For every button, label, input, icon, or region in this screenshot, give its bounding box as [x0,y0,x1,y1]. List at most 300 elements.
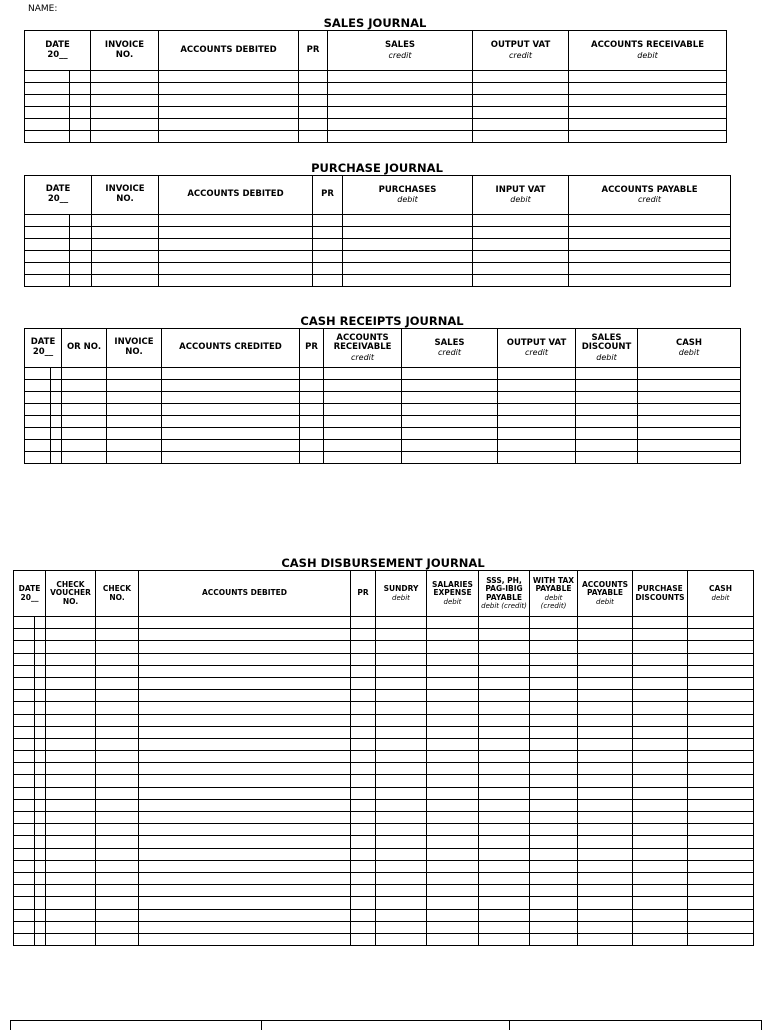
table-cell[interactable] [139,885,351,897]
table-cell[interactable] [402,392,498,404]
table-cell[interactable] [376,653,427,665]
table-cell[interactable] [427,738,479,750]
table-cell[interactable] [35,860,46,872]
table-cell[interactable] [299,119,328,131]
table-cell[interactable] [107,368,162,380]
table-cell[interactable] [530,617,578,629]
table-cell[interactable] [479,872,530,884]
table-cell[interactable] [70,71,91,83]
table-cell[interactable] [376,763,427,775]
table-cell[interactable] [530,690,578,702]
table-cell[interactable] [498,428,576,440]
table-cell[interactable] [479,848,530,860]
table-cell[interactable] [688,824,754,836]
table-cell[interactable] [427,617,479,629]
table-cell[interactable] [92,227,159,239]
table-cell[interactable] [530,726,578,738]
table-cell[interactable] [376,665,427,677]
table-cell[interactable] [46,933,96,945]
table-cell[interactable] [139,665,351,677]
table-cell[interactable] [70,131,91,143]
table-cell[interactable] [351,848,376,860]
table-cell[interactable] [473,251,569,263]
table-cell[interactable] [427,836,479,848]
table-cell[interactable] [633,617,688,629]
table-cell[interactable] [569,239,731,251]
table-cell[interactable] [14,617,35,629]
table-cell[interactable] [351,897,376,909]
table-cell[interactable] [578,714,633,726]
table-cell[interactable] [70,251,92,263]
table-cell[interactable] [479,751,530,763]
table-cell[interactable] [96,653,139,665]
table-cell[interactable] [299,95,328,107]
table-cell[interactable] [14,629,35,641]
table-cell[interactable] [14,787,35,799]
table-cell[interactable] [313,239,343,251]
table-cell[interactable] [139,641,351,653]
table-cell[interactable] [578,921,633,933]
table-cell[interactable] [300,416,324,428]
table-cell[interactable] [479,775,530,787]
table-cell[interactable] [35,702,46,714]
table-cell[interactable] [638,380,741,392]
table-cell[interactable] [343,251,473,263]
table-cell[interactable] [159,263,313,275]
table-cell[interactable] [351,787,376,799]
table-cell[interactable] [96,909,139,921]
table-cell[interactable] [46,799,96,811]
table-cell[interactable] [530,848,578,860]
table-cell[interactable] [479,714,530,726]
table-cell[interactable] [479,812,530,824]
table-cell[interactable] [498,416,576,428]
table-cell[interactable] [70,119,91,131]
table-cell[interactable] [376,690,427,702]
table-cell[interactable] [159,251,313,263]
table-cell[interactable] [35,897,46,909]
table-cell[interactable] [25,215,70,227]
table-cell[interactable] [46,775,96,787]
table-cell[interactable] [35,690,46,702]
table-cell[interactable] [351,763,376,775]
table-cell[interactable] [633,921,688,933]
table-cell[interactable] [633,897,688,909]
table-cell[interactable] [688,872,754,884]
table-cell[interactable] [139,751,351,763]
table-cell[interactable] [351,629,376,641]
table-cell[interactable] [51,416,62,428]
table-cell[interactable] [25,131,70,143]
table-cell[interactable] [498,380,576,392]
table-cell[interactable] [343,263,473,275]
table-cell[interactable] [688,641,754,653]
table-cell[interactable] [96,617,139,629]
table-cell[interactable] [633,726,688,738]
table-cell[interactable] [427,787,479,799]
table-cell[interactable] [530,872,578,884]
table-cell[interactable] [300,404,324,416]
table-cell[interactable] [479,885,530,897]
table-cell[interactable] [633,836,688,848]
table-cell[interactable] [402,416,498,428]
table-cell[interactable] [96,933,139,945]
table-cell[interactable] [688,751,754,763]
table-cell[interactable] [46,860,96,872]
table-cell[interactable] [328,83,473,95]
table-cell[interactable] [578,824,633,836]
table-cell[interactable] [300,380,324,392]
table-cell[interactable] [479,763,530,775]
table-cell[interactable] [96,836,139,848]
table-cell[interactable] [91,83,159,95]
table-cell[interactable] [578,738,633,750]
table-cell[interactable] [530,836,578,848]
table-cell[interactable] [376,812,427,824]
table-cell[interactable] [162,440,300,452]
table-cell[interactable] [633,677,688,689]
table-cell[interactable] [638,392,741,404]
table-cell[interactable] [576,452,638,464]
table-cell[interactable] [25,416,51,428]
table-cell[interactable] [688,787,754,799]
table-cell[interactable] [402,440,498,452]
table-cell[interactable] [328,131,473,143]
table-cell[interactable] [578,653,633,665]
table-cell[interactable] [351,885,376,897]
table-cell[interactable] [313,263,343,275]
table-cell[interactable] [498,440,576,452]
table-cell[interactable] [569,275,731,287]
table-cell[interactable] [479,909,530,921]
table-cell[interactable] [299,107,328,119]
table-cell[interactable] [376,617,427,629]
table-cell[interactable] [633,714,688,726]
table-cell[interactable] [688,799,754,811]
table-cell[interactable] [96,848,139,860]
table-cell[interactable] [638,404,741,416]
table-cell[interactable] [633,738,688,750]
table-cell[interactable] [35,933,46,945]
table-cell[interactable] [35,848,46,860]
table-cell[interactable] [96,751,139,763]
table-cell[interactable] [427,799,479,811]
table-cell[interactable] [91,119,159,131]
table-cell[interactable] [159,71,299,83]
table-cell[interactable] [96,714,139,726]
table-cell[interactable] [578,799,633,811]
table-cell[interactable] [25,95,70,107]
table-cell[interactable] [578,617,633,629]
table-cell[interactable] [633,641,688,653]
table-cell[interactable] [107,416,162,428]
table-cell[interactable] [376,836,427,848]
table-cell[interactable] [92,239,159,251]
table-cell[interactable] [351,824,376,836]
table-cell[interactable] [578,885,633,897]
table-cell[interactable] [35,629,46,641]
table-cell[interactable] [569,107,727,119]
table-cell[interactable] [46,690,96,702]
table-cell[interactable] [46,812,96,824]
table-cell[interactable] [313,215,343,227]
table-cell[interactable] [300,440,324,452]
table-cell[interactable] [14,775,35,787]
table-cell[interactable] [473,263,569,275]
table-cell[interactable] [688,738,754,750]
table-cell[interactable] [14,860,35,872]
table-cell[interactable] [688,617,754,629]
table-cell[interactable] [376,848,427,860]
table-cell[interactable] [530,775,578,787]
table-cell[interactable] [51,368,62,380]
table-cell[interactable] [300,392,324,404]
table-cell[interactable] [162,392,300,404]
table-cell[interactable] [62,404,107,416]
table-cell[interactable] [46,653,96,665]
table-cell[interactable] [578,629,633,641]
table-cell[interactable] [351,738,376,750]
table-cell[interactable] [578,836,633,848]
table-cell[interactable] [578,909,633,921]
table-cell[interactable] [578,763,633,775]
table-cell[interactable] [14,714,35,726]
table-cell[interactable] [569,251,731,263]
table-cell[interactable] [376,726,427,738]
table-cell[interactable] [25,380,51,392]
table-cell[interactable] [159,107,299,119]
table-cell[interactable] [96,921,139,933]
table-cell[interactable] [351,775,376,787]
table-cell[interactable] [300,452,324,464]
table-cell[interactable] [427,897,479,909]
table-cell[interactable] [530,812,578,824]
table-cell[interactable] [35,799,46,811]
table-cell[interactable] [14,641,35,653]
table-cell[interactable] [427,714,479,726]
table-cell[interactable] [633,885,688,897]
table-cell[interactable] [159,239,313,251]
table-cell[interactable] [479,787,530,799]
table-cell[interactable] [328,71,473,83]
table-cell[interactable] [46,702,96,714]
table-cell[interactable] [96,824,139,836]
table-cell[interactable] [351,872,376,884]
table-cell[interactable] [633,799,688,811]
table-cell[interactable] [530,677,578,689]
table-cell[interactable] [473,107,569,119]
table-cell[interactable] [569,71,727,83]
table-cell[interactable] [35,836,46,848]
table-cell[interactable] [479,677,530,689]
table-cell[interactable] [688,763,754,775]
table-cell[interactable] [578,702,633,714]
table-cell[interactable] [25,440,51,452]
table-cell[interactable] [92,251,159,263]
table-cell[interactable] [633,787,688,799]
table-cell[interactable] [427,677,479,689]
table-cell[interactable] [46,629,96,641]
table-cell[interactable] [427,726,479,738]
table-cell[interactable] [139,836,351,848]
table-cell[interactable] [324,416,402,428]
table-cell[interactable] [479,897,530,909]
table-cell[interactable] [498,392,576,404]
table-cell[interactable] [576,368,638,380]
table-cell[interactable] [530,787,578,799]
table-cell[interactable] [70,107,91,119]
table-cell[interactable] [70,227,92,239]
table-cell[interactable] [70,275,92,287]
table-cell[interactable] [427,872,479,884]
table-cell[interactable] [107,428,162,440]
table-cell[interactable] [96,787,139,799]
table-cell[interactable] [25,452,51,464]
table-cell[interactable] [46,872,96,884]
table-cell[interactable] [427,812,479,824]
table-cell[interactable] [351,909,376,921]
table-cell[interactable] [35,751,46,763]
table-cell[interactable] [25,263,70,275]
table-cell[interactable] [427,775,479,787]
table-cell[interactable] [688,933,754,945]
table-cell[interactable] [479,690,530,702]
table-cell[interactable] [91,95,159,107]
table-cell[interactable] [638,368,741,380]
table-cell[interactable] [530,641,578,653]
table-cell[interactable] [376,738,427,750]
table-cell[interactable] [688,629,754,641]
table-cell[interactable] [14,799,35,811]
table-cell[interactable] [92,275,159,287]
table-cell[interactable] [578,690,633,702]
table-cell[interactable] [498,452,576,464]
table-cell[interactable] [25,83,70,95]
table-cell[interactable] [25,251,70,263]
table-cell[interactable] [688,677,754,689]
table-cell[interactable] [530,897,578,909]
table-cell[interactable] [473,215,569,227]
table-cell[interactable] [14,738,35,750]
table-cell[interactable] [139,897,351,909]
table-cell[interactable] [14,702,35,714]
table-cell[interactable] [633,848,688,860]
table-cell[interactable] [473,83,569,95]
table-cell[interactable] [576,380,638,392]
table-cell[interactable] [530,860,578,872]
table-cell[interactable] [14,653,35,665]
table-cell[interactable] [139,787,351,799]
table-cell[interactable] [688,653,754,665]
table-cell[interactable] [530,751,578,763]
table-cell[interactable] [35,677,46,689]
table-cell[interactable] [569,227,731,239]
table-cell[interactable] [324,392,402,404]
table-cell[interactable] [35,617,46,629]
table-cell[interactable] [351,690,376,702]
table-cell[interactable] [427,860,479,872]
table-cell[interactable] [162,404,300,416]
table-cell[interactable] [46,751,96,763]
table-cell[interactable] [578,848,633,860]
table-cell[interactable] [46,848,96,860]
table-cell[interactable] [313,227,343,239]
table-cell[interactable] [25,71,70,83]
table-cell[interactable] [578,787,633,799]
table-cell[interactable] [402,368,498,380]
table-cell[interactable] [479,702,530,714]
table-cell[interactable] [96,738,139,750]
table-cell[interactable] [343,215,473,227]
table-cell[interactable] [427,763,479,775]
table-cell[interactable] [351,653,376,665]
table-cell[interactable] [14,885,35,897]
table-cell[interactable] [139,872,351,884]
table-cell[interactable] [376,714,427,726]
table-cell[interactable] [427,665,479,677]
table-cell[interactable] [578,897,633,909]
table-cell[interactable] [70,263,92,275]
table-cell[interactable] [376,897,427,909]
table-cell[interactable] [638,452,741,464]
table-cell[interactable] [578,775,633,787]
table-cell[interactable] [70,215,92,227]
table-cell[interactable] [299,71,328,83]
table-cell[interactable] [62,392,107,404]
table-cell[interactable] [402,380,498,392]
table-cell[interactable] [35,726,46,738]
table-cell[interactable] [530,653,578,665]
table-cell[interactable] [70,83,91,95]
table-cell[interactable] [376,629,427,641]
table-cell[interactable] [25,239,70,251]
table-cell[interactable] [139,909,351,921]
table-cell[interactable] [91,71,159,83]
table-cell[interactable] [633,702,688,714]
table-cell[interactable] [576,440,638,452]
table-cell[interactable] [576,392,638,404]
table-cell[interactable] [96,885,139,897]
table-cell[interactable] [324,368,402,380]
table-cell[interactable] [530,738,578,750]
table-cell[interactable] [162,452,300,464]
table-cell[interactable] [479,738,530,750]
table-cell[interactable] [633,665,688,677]
table-cell[interactable] [479,629,530,641]
table-cell[interactable] [35,885,46,897]
table-cell[interactable] [139,629,351,641]
table-cell[interactable] [14,909,35,921]
table-cell[interactable] [96,897,139,909]
table-cell[interactable] [688,848,754,860]
table-cell[interactable] [633,653,688,665]
table-cell[interactable] [633,933,688,945]
table-cell[interactable] [35,824,46,836]
table-cell[interactable] [376,641,427,653]
table-cell[interactable] [633,775,688,787]
table-cell[interactable] [35,653,46,665]
table-cell[interactable] [633,860,688,872]
table-cell[interactable] [139,799,351,811]
table-cell[interactable] [46,885,96,897]
table-cell[interactable] [299,131,328,143]
table-cell[interactable] [479,641,530,653]
table-cell[interactable] [351,702,376,714]
table-cell[interactable] [569,83,727,95]
table-cell[interactable] [51,428,62,440]
table-cell[interactable] [638,440,741,452]
table-cell[interactable] [324,440,402,452]
